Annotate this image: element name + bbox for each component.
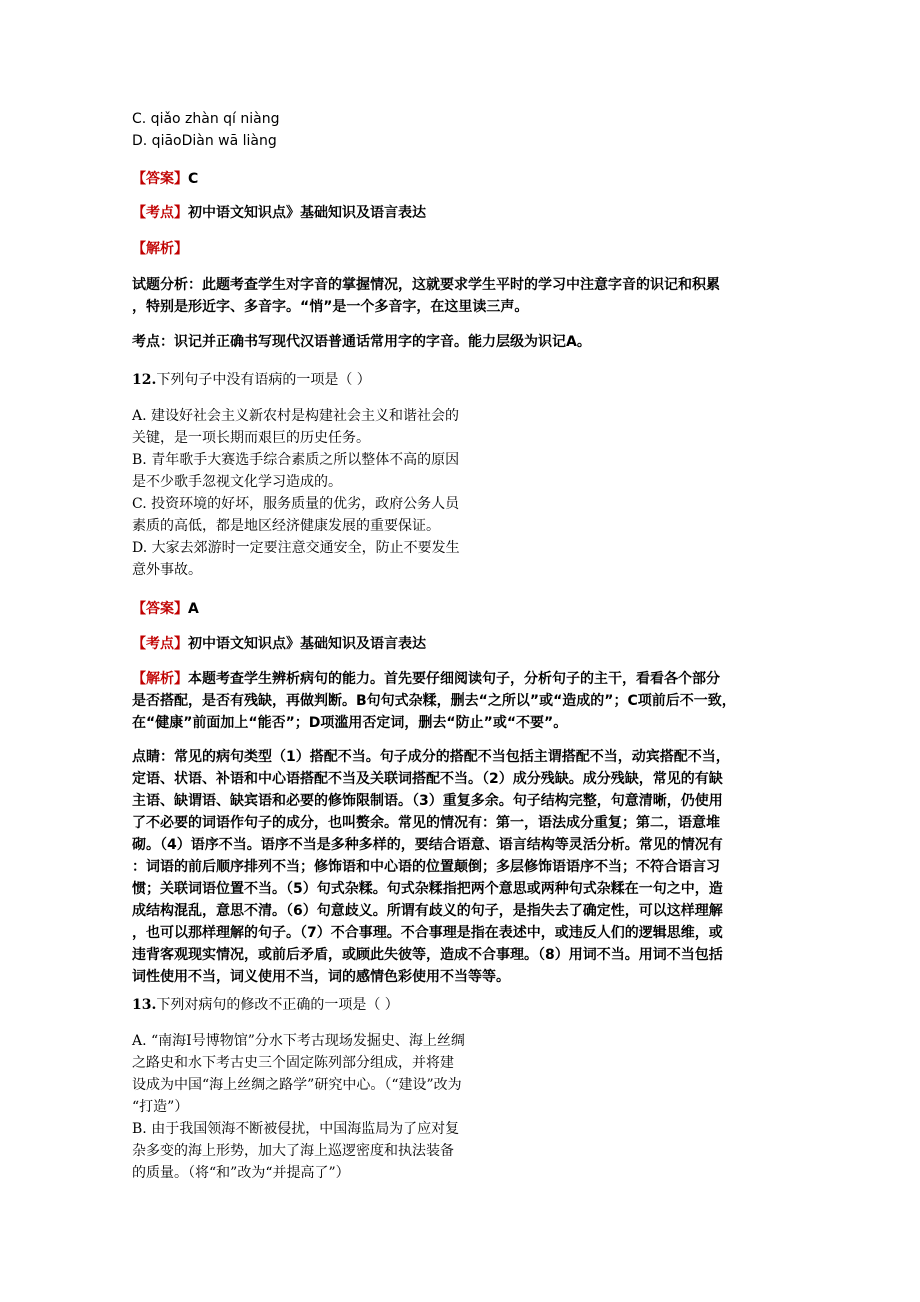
- question-number: 13.: [132, 997, 157, 1013]
- dianjing-line: ：词语的前后顺序排列不当；修饰语和中心语的位置颠倒；多层修饰语语序不当；不符合语言习: [132, 859, 720, 875]
- answer-line: [132, 168, 198, 188]
- option-line: 关键，是一项长期而艰巨的历史任务。: [132, 430, 370, 446]
- option-line: 是不少歌手忽视文化学习造成的。: [132, 474, 342, 490]
- jiexi-tag: 【解析】: [132, 241, 188, 257]
- answer-line: [132, 598, 199, 618]
- analysis-line: 试题分析：此题考查学生对字音的掌握情况，这就要求学生平时的学习中注意字音的识记和积累: [132, 277, 720, 293]
- kaodian-tag: 【考点】: [132, 205, 188, 221]
- dianjing-line: 词性使用不当，词义使用不当，词的感情色彩使用不当等等。: [132, 969, 510, 985]
- dianjing-line: 定语、状语、补语和中心语搭配不当及关联词搭配不当。（2）成分残缺。成分残缺，常见的有缺: [132, 771, 723, 787]
- option-line: “打造”）: [132, 1099, 189, 1115]
- question-12-options: [132, 405, 460, 581]
- jiexi-line: 是否搭配，是否有残缺，再做判断。B句句式杂糅，删去“之所以”或“造成的”；C项前后不一致，: [132, 693, 736, 709]
- answer-value: A: [188, 601, 199, 617]
- dianjing-line: 成结构混乱，意思不清。（6）句意歧义。所谓有歧义的句子，是指失去了确定性，可以这样理解: [132, 903, 723, 919]
- option-line: A. “南海I号博物馆”分水下考古现场发掘史、海上丝绸: [132, 1033, 465, 1049]
- option-line: A. 建设好社会主义新农村是构建社会主义和谐社会的: [132, 408, 460, 424]
- answer-value: C: [188, 171, 199, 187]
- option-c: C. qiǎo zhàn qí niàng: [132, 111, 280, 127]
- kaodian-text: 初中语文知识点》基础知识及语言表达: [188, 636, 426, 652]
- jiexi-heading: [132, 238, 188, 258]
- analysis-line: ，特别是形近字、多音字。“悄”是一个多音字，在这里读三声。: [132, 299, 529, 315]
- option-line: 素质的高低，都是地区经济健康发展的重要保证。: [132, 518, 440, 534]
- dianjing-line: 惯；关联词语位置不当。（5）句式杂糅。句式杂糅指把两个意思或两种句式杂糅在一句之中，造: [132, 881, 723, 897]
- dianjing-line: 砌。（4）语序不当。语序不当是多种多样的，要结合语意、语言结构等灵活分析。常见的情况有: [132, 837, 723, 853]
- jiexi-first-line: 本题考查学生辨析病句的能力。首先要仔细阅读句子，分析句子的主干，看看各个部分: [188, 671, 720, 687]
- jiexi-paragraph: [132, 668, 792, 734]
- question-12-stem: [132, 369, 371, 391]
- option-line: 之路史和水下考古史三个固定陈列部分组成，并将建: [132, 1055, 454, 1071]
- analysis-paragraph: [132, 274, 792, 318]
- dianjing-line: 点睛：常见的病句类型（1）搭配不当。句子成分的搭配不当包括主谓搭配不当，动宾搭配不当，: [132, 749, 730, 765]
- option-line: B. 由于我国领海不断被侵扰，中国海监局为了应对复: [132, 1121, 460, 1137]
- answer-tag: 【答案】: [132, 601, 188, 617]
- jiexi-tag: 【解析】: [132, 671, 188, 687]
- option-line: 杂多变的海上形势，加大了海上巡逻密度和执法装备: [132, 1143, 454, 1159]
- option-line: 意外事故。: [132, 562, 202, 578]
- option-line: 设成为中国“海上丝绸之路学”研究中心。（“建设”改为: [132, 1077, 462, 1093]
- question-number: 12.: [132, 372, 157, 388]
- kaodian-line: [132, 633, 426, 653]
- question-13-stem: [132, 994, 399, 1016]
- kaodian-line: [132, 202, 426, 222]
- option-line: D. 大家去郊游时一定要注意交通安全，防止不要发生: [132, 540, 460, 556]
- question-text: 下列句子中没有语病的一项是（ ）: [156, 372, 371, 388]
- option-line: 的质量。（将“和”改为“并提高了”）: [132, 1165, 350, 1181]
- kaodian-text: 初中语文知识点》基础知识及语言表达: [188, 205, 426, 221]
- dianjing-line: 了不必要的词语作句子的成分，也叫赘余。常见的情况有：第一，语法成分重复；第二，语意堆: [132, 815, 720, 831]
- answer-tag: 【答案】: [132, 171, 188, 187]
- kaodian-tag: 【考点】: [132, 636, 188, 652]
- option-line: C. 投资环境的好坏，服务质量的优劣，政府公务人员: [132, 496, 460, 512]
- question-text: 下列对病句的修改不正确的一项是（ ）: [156, 997, 399, 1013]
- kaodian-note: 考点：识记并正确书写现代汉语普通话常用字的字音。能力层级为识记A。: [132, 334, 591, 350]
- dianjing-line: ，也可以那样理解的句子。（7）不合事理。不合事理是指在表述中，或违反人们的逻辑思维，或: [132, 925, 723, 941]
- dianjing-line: 主语、缺谓语、缺宾语和必要的修饰限制语。（3）重复多余。句子结构完整，句意清晰，仍使用: [132, 793, 723, 809]
- dianjing-paragraph: [132, 746, 792, 988]
- question-13-options: [132, 1030, 465, 1184]
- option-line: B. 青年歌手大赛选手综合素质之所以整体不高的原因: [132, 452, 460, 468]
- option-d: D. qiāoDiàn wā liàng: [132, 133, 277, 149]
- dianjing-line: 违背客观现实情况，或前后矛盾，或顾此失彼等，造成不合事理。（8）用词不当。用词不当包括: [132, 947, 723, 963]
- jiexi-line: 在“健康”前面加上“能否”；D项滥用否定词，删去“防止”或“不要”。: [132, 715, 568, 731]
